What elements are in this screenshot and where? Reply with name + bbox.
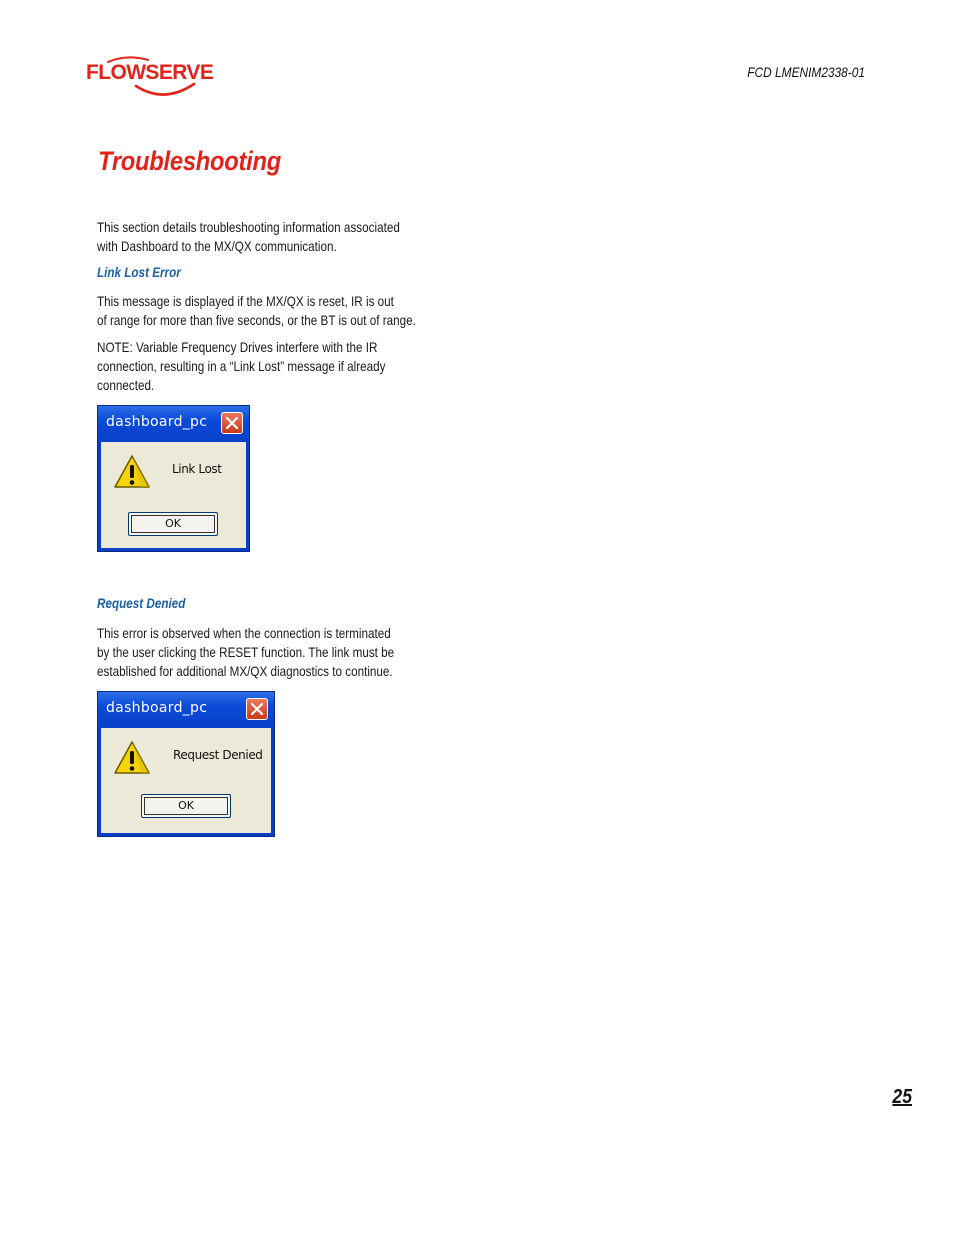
link-lost-dialog bbox=[97, 405, 250, 552]
close-button[interactable] bbox=[221, 412, 243, 434]
close-icon bbox=[226, 417, 238, 429]
page-title: Troubleshooting bbox=[98, 146, 282, 176]
ok-button[interactable] bbox=[128, 512, 218, 536]
document-code: FCD LMENIM2338-01 bbox=[747, 64, 865, 80]
link-lost-heading: Link Lost Error bbox=[97, 265, 181, 280]
ok-button-label: OK bbox=[131, 515, 215, 533]
close-button[interactable] bbox=[246, 698, 268, 720]
dialog-titlebar bbox=[98, 692, 274, 728]
dialog-body bbox=[101, 442, 246, 548]
dialog-title: dashboard_pc bbox=[106, 414, 208, 430]
dialog-body bbox=[101, 728, 271, 833]
request-denied-dialog bbox=[97, 691, 275, 837]
request-denied-description: This error is observed when the connection is terminated by the user clicking the RESET function. The link must be established for additional MX/QX diagnostics to continue. bbox=[97, 626, 395, 679]
dialog-titlebar bbox=[98, 406, 249, 442]
dialog-message: Request Denied bbox=[173, 748, 263, 762]
page-number: 25 bbox=[892, 1086, 912, 1108]
logo-text: FLOWSERVE bbox=[86, 61, 214, 84]
link-lost-description: This message is displayed if the MX/QX is reset, IR is out of range for more than five seconds, or the BT is out of range. bbox=[97, 294, 416, 328]
ok-button-label: OK bbox=[144, 797, 228, 815]
dialog-message: Link Lost bbox=[172, 462, 222, 476]
link-lost-note: NOTE: Variable Frequency Drives interfere with the IR connection, resulting in a “Link Lost” message if already connected. bbox=[97, 340, 386, 393]
close-icon bbox=[251, 703, 263, 715]
warning-icon bbox=[113, 740, 151, 776]
request-denied-heading: Request Denied bbox=[97, 596, 186, 611]
intro-paragraph: This section details troubleshooting information associated with Dashboard to the MX/QX communication. bbox=[97, 220, 400, 254]
flowserve-logo bbox=[86, 56, 222, 100]
dialog-title: dashboard_pc bbox=[106, 700, 208, 716]
ok-button[interactable] bbox=[141, 794, 231, 818]
warning-icon bbox=[113, 454, 151, 490]
